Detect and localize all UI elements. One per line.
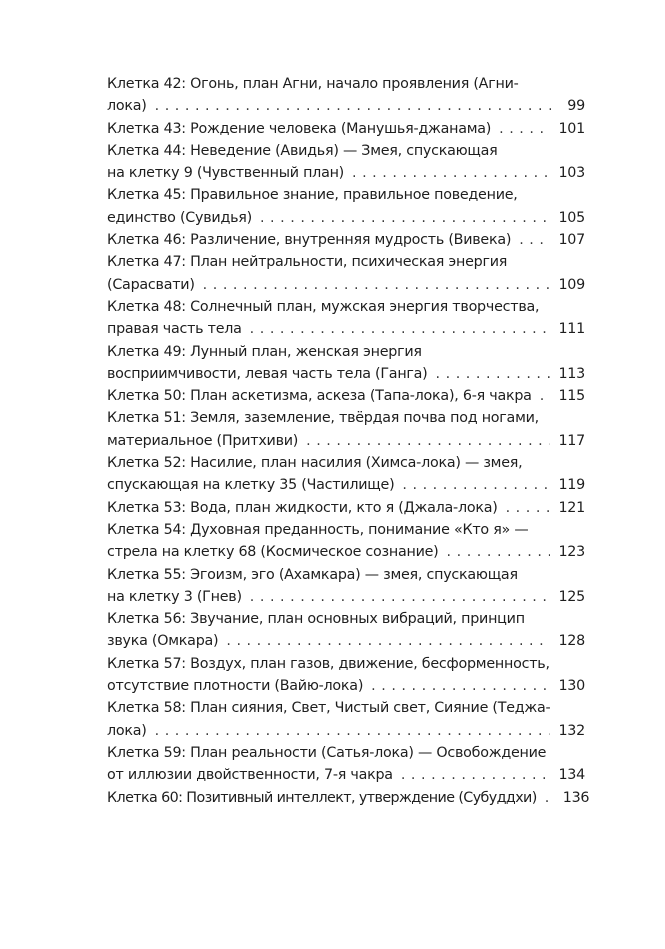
- toc-entry: [107, 519, 585, 564]
- toc-page-number: 128: [558, 633, 585, 650]
- toc-page-number: 136: [562, 789, 590, 806]
- toc-entry-last-line: [107, 586, 585, 608]
- toc-entry-title: стрела на клетку 68 (Космическое сознание): [107, 544, 439, 561]
- toc-entry-line: [107, 519, 585, 541]
- toc-entry-last-line: [107, 318, 585, 340]
- toc-entry-title: Клетка 54: Духовная преданность, понимание «Кто я» —: [107, 521, 529, 538]
- dot-leader: [155, 720, 551, 742]
- toc-entry-last-line: [107, 720, 585, 742]
- toc-entry: [107, 608, 585, 653]
- toc-entry: [107, 497, 585, 519]
- toc-entry-line: [107, 341, 585, 363]
- toc-entry: [107, 385, 585, 407]
- toc-entry: [107, 407, 585, 452]
- toc-page-number: 109: [558, 276, 585, 293]
- toc-entry-title: Клетка 57: Воздух, план газов, движение, бесформенность,: [107, 655, 550, 672]
- toc-entry-title: правая часть тела: [107, 321, 242, 338]
- toc-page-number: 99: [567, 98, 585, 115]
- toc-entry: [107, 742, 585, 787]
- toc-entry-title: Клетка 55: Эгоизм, эго (Ахамкара) — змея, спускающая: [107, 566, 518, 583]
- toc-page-number: 117: [558, 432, 585, 449]
- toc-page-number: 125: [558, 588, 585, 605]
- toc-entry-last-line: [107, 207, 585, 229]
- toc-page-number: 101: [558, 120, 585, 137]
- dot-leader: [371, 675, 550, 697]
- toc-entry-title: (Сарасвати): [107, 276, 195, 293]
- toc-entry-line: [107, 608, 585, 630]
- toc-page-number: 113: [558, 365, 585, 382]
- toc-entry: [107, 697, 585, 742]
- toc-entry: [107, 653, 585, 698]
- dot-leader: [306, 430, 550, 452]
- dot-leader: [447, 541, 551, 563]
- toc-entry-last-line: [107, 385, 585, 407]
- toc-entry-last-line: [107, 162, 585, 184]
- toc-entry-title: на клетку 3 (Гнев): [107, 588, 242, 605]
- toc-entry-last-line: [107, 787, 590, 809]
- toc-entry-title: Клетка 60: Позитивный интеллект, утверждение (Субуддхи): [107, 789, 537, 806]
- toc-page-number: 130: [558, 678, 585, 695]
- dot-leader: [250, 318, 551, 340]
- toc-entry-title: материальное (Притхиви): [107, 432, 299, 449]
- toc-entry: [107, 296, 585, 341]
- toc-entry-line: [107, 407, 585, 429]
- toc-entry: [107, 229, 585, 251]
- toc-entry: [107, 73, 585, 118]
- toc-page-number: 119: [558, 477, 585, 494]
- toc-entry-title: Клетка 45: Правильное знание, правильное поведение,: [107, 187, 518, 204]
- toc-entry-last-line: [107, 430, 585, 452]
- dot-leader: [519, 229, 550, 251]
- toc-entry-title: Клетка 49: Лунный план, женская энергия: [107, 343, 422, 360]
- toc-entry-last-line: [107, 95, 585, 117]
- toc-entry-title: Клетка 47: План нейтральности, психическая энергия: [107, 254, 508, 271]
- toc-entry-title: лока): [107, 722, 147, 739]
- toc-entry-line: [107, 251, 585, 273]
- dot-leader: [402, 474, 550, 496]
- dot-leader: [203, 274, 551, 296]
- toc-entry-title: звука (Омкара): [107, 633, 219, 650]
- dot-leader: [352, 162, 550, 184]
- toc-entry-title: Клетка 44: Неведение (Авидья) — Змея, спускающая: [107, 142, 498, 159]
- toc-entry-last-line: [107, 675, 585, 697]
- toc-entry-title: спускающая на клетку 35 (Частилище): [107, 477, 395, 494]
- toc-entry-title: восприимчивости, левая часть тела (Ганга): [107, 365, 428, 382]
- dot-leader: [250, 586, 551, 608]
- toc-page-number: 103: [558, 165, 585, 182]
- toc-entry-title: единство (Сувидья): [107, 209, 252, 226]
- toc-entry-last-line: [107, 118, 585, 140]
- toc-page-number: 105: [558, 209, 585, 226]
- toc-page-number: 123: [558, 544, 585, 561]
- toc-entry: [107, 452, 585, 497]
- toc-entry-last-line: [107, 497, 585, 519]
- toc-entry-title: Клетка 51: Земля, заземление, твёрдая почва под ногами,: [107, 410, 539, 427]
- toc-entry-title: лока): [107, 98, 147, 115]
- toc-page-number: 107: [558, 232, 585, 249]
- dot-leader: [499, 118, 550, 140]
- toc-entry-line: [107, 742, 585, 764]
- toc-entry-title: Клетка 48: Солнечный план, мужская энергия творчества,: [107, 298, 540, 315]
- dot-leader: [506, 497, 551, 519]
- toc-entry-title: от иллюзии двойственности, 7-я чакра: [107, 767, 393, 784]
- dot-leader: [260, 207, 550, 229]
- toc-page-number: 134: [558, 767, 585, 784]
- toc-page-number: 132: [558, 722, 585, 739]
- toc-entry: [107, 564, 585, 609]
- toc-entry-title: Клетка 42: Огонь, план Агни, начало проявления (Агни-: [107, 76, 519, 92]
- toc-page-number: 121: [558, 499, 585, 516]
- dot-leader: [401, 764, 551, 786]
- toc-entry-title: Клетка 52: Насилие, план насилия (Химса-лока) — змея,: [107, 455, 523, 472]
- toc-entry: [107, 787, 590, 809]
- dot-leader: [155, 95, 551, 117]
- dot-leader: [226, 630, 550, 652]
- toc-entry: [107, 118, 585, 140]
- toc-entry: [107, 184, 585, 229]
- dot-leader: [436, 363, 551, 385]
- toc-entry-last-line: [107, 630, 585, 652]
- toc-entry: [107, 251, 585, 296]
- toc-entry-title: Клетка 50: План аскетизма, аскеза (Тапа-лока), 6-я чакра: [107, 388, 532, 405]
- toc-entry-line: [107, 697, 585, 719]
- dot-leader: [545, 787, 555, 809]
- toc-page-number: 111: [558, 321, 585, 338]
- toc-entry-last-line: [107, 764, 585, 786]
- toc-entry-line: [107, 73, 585, 95]
- toc-entry-line: [107, 140, 585, 162]
- toc-entry-last-line: [107, 229, 585, 251]
- toc-entry-title: Клетка 43: Рождение человека (Манушья-джанама): [107, 120, 492, 137]
- toc-entry-last-line: [107, 541, 585, 563]
- toc-entry-line: [107, 564, 585, 586]
- dot-leader: [540, 385, 551, 407]
- toc-entry-title: Клетка 53: Вода, план жидкости, кто я (Джала-лока): [107, 499, 498, 516]
- toc-entry: [107, 341, 585, 386]
- toc-entry-last-line: [107, 474, 585, 496]
- toc-page-number: 115: [558, 388, 585, 405]
- toc-entry-line: [107, 296, 585, 318]
- toc-entry-title: на клетку 9 (Чувственный план): [107, 165, 344, 182]
- toc-entry-title: Клетка 58: План сияния, Свет, Чистый свет, Сияние (Теджа-: [107, 700, 551, 717]
- toc-entry-title: Клетка 46: Различение, внутренняя мудрость (Вивека): [107, 232, 512, 249]
- toc-entry-last-line: [107, 274, 585, 296]
- toc-entry-line: [107, 653, 585, 675]
- toc-entry-title: Клетка 56: Звучание, план основных вибраций, принцип: [107, 611, 525, 628]
- toc-entry-line: [107, 184, 585, 206]
- toc-entry-title: Клетка 59: План реальности (Сатья-лока) — Освобождение: [107, 744, 547, 761]
- toc-entry-last-line: [107, 363, 585, 385]
- toc-entry: [107, 140, 585, 185]
- toc-entry-line: [107, 452, 585, 474]
- table-of-contents: [107, 73, 590, 809]
- toc-entry-title: отсутствие плотности (Вайю-лока): [107, 678, 364, 695]
